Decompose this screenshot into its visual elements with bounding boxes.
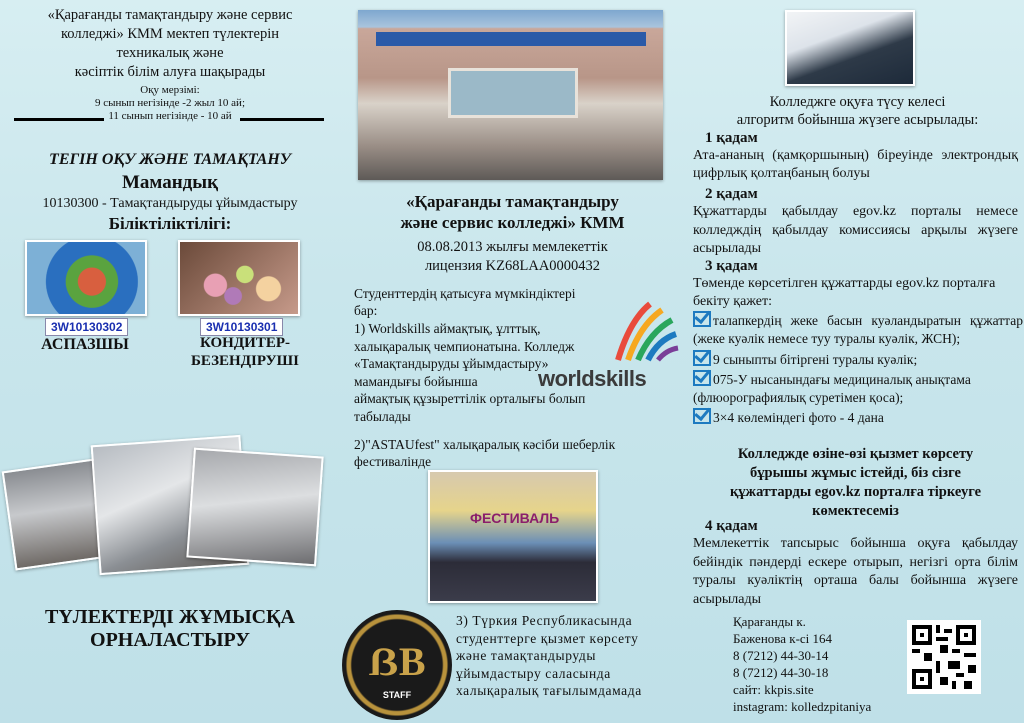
term-block: Оқу мерзімі: 9 сынып негізінде -2 жыл 10 ай; 11 сынып негізінде - 10 ай <box>94 84 245 122</box>
checkmark-icon <box>693 350 711 366</box>
checkmark-icon <box>693 370 711 386</box>
documents-list <box>693 311 1023 427</box>
building-entrance <box>448 68 578 118</box>
worldskills-logo-icon <box>610 300 680 362</box>
qual1-code: 3W10130302 <box>45 318 128 336</box>
document-item: 9 сыныпты бітіргені туралы куәлік; <box>693 350 1023 369</box>
college-name: «Қарағанды тамақтандыру және сервис колледжі» КММ <box>400 192 625 232</box>
self-service-note: Колледжде өзіне-өзі қызмет көрсету бұрышы жұмыс істейді, біз сізге құжаттарды egov.kz порталға тіркеуге көмектесеміз <box>729 446 982 519</box>
divider <box>14 118 104 121</box>
building-sign <box>376 32 646 46</box>
qual-title: Біліктіліктілігі: <box>108 214 232 233</box>
step3-text: Төменде көрсетілген құжаттарды egov.kz порталға бекіту қажет: <box>693 276 996 309</box>
opportunity-1: 1) Worldskills аймақтық, ұлттық, халықаралық чемпионатына. Колледж «Тамақтандыруды ұйымдастыру» мамандығы бойынша аймақтық құзыреттілік орталығы болып табылады <box>354 321 586 424</box>
step1-title: 1 қадам <box>705 130 758 146</box>
middle-panel <box>340 0 685 723</box>
qual1-name: АСПАЗШЫ <box>41 336 129 353</box>
college-building-photo <box>358 10 663 180</box>
intro-text: «Қарағанды тамақтандыру және сервис колледжі» КММ мектеп түлектерін техникалық және кәсіптік білім алуға шақырады <box>47 7 293 80</box>
spec-value: 10130300 - Тамақтандыруды ұйымдастыру <box>42 196 298 211</box>
opportunity-2: 2)"ASTAUfest" халықаралық кәсіби шеберлік фестивалінде <box>354 437 616 469</box>
qr-code-icon[interactable] <box>907 620 981 694</box>
right-panel <box>685 0 1024 723</box>
kitchen-photo <box>186 448 323 567</box>
contacts: Қарағанды к. Баженова к-сі 164 8 (7212) 44-30-14 8 (7212) 44-30-18 сайт: kkpis.site instagram: kolledzpitaniya <box>733 614 872 714</box>
step2-text: Құжаттарды қабылдау egov.kz порталы немесе колледждің қабылдау комиссиясы арқылы жүзеге асырылады <box>693 204 1018 256</box>
salad-photo <box>25 240 147 316</box>
step3-title: 3 қадам <box>705 258 758 274</box>
algorithm-intro: Колледжге оқуға түсу келесі алгоритм бойынша жүзеге асырылады: <box>736 94 979 128</box>
macarons-photo <box>178 240 300 316</box>
opportunity-3: 3) Түркия Республикасында студенттерге қызмет көрсету және тамақтандыруды ұйымдастыру саласында халықаралық тағылымдамада <box>456 613 642 698</box>
checkmark-icon <box>693 311 711 327</box>
worldskills-wordmark: worldskills <box>538 366 647 391</box>
spec-title: Мамандық <box>121 172 219 193</box>
step2-title: 2 қадам <box>705 186 758 202</box>
qual2-name: КОНДИТЕР- БЕЗЕНДІРУШІ <box>191 335 299 369</box>
free-title: ТЕГІН ОҚУ ЖӘНЕ ТАМАҚТАНУ <box>49 151 291 168</box>
employment-title: ТҮЛЕКТЕРДІ ЖҰМЫСҚА ОРНАЛАСТЫРУ <box>45 606 295 651</box>
step4-text: Мемлекеттік тапсырыс бойынша оқуға қабылдау бейіндік пәндерді ескере отырып, негізгі орта білім туралы куәліктің орташа балы бойынша жүзеге асырылады <box>693 536 1018 607</box>
divider <box>240 118 324 121</box>
opportunities-intro: Студенттердің қатысуға мүмкіндіктері бар: <box>354 286 576 318</box>
qual2-code: 3W10130301 <box>200 318 283 336</box>
license-text: 08.08.2013 жылғы мемлекеттік лицензия KZ68LAA0000432 <box>417 239 608 274</box>
festival-photo <box>428 470 598 603</box>
step1-text: Ата-ананың (қамқоршының) біреуінде электрондық цифрлық қолтаңбаның болуы <box>693 148 1018 181</box>
left-panel <box>0 0 340 723</box>
festival-banner: ФЕСТИВАЛЬ <box>470 510 560 526</box>
staff-logo-icon: ẞB STAFF <box>342 610 452 720</box>
document-item: 075-У нысанындағы медициналық анықтама (флюорографиялық суретімен қоса); <box>693 372 971 405</box>
self-service-photo <box>785 10 915 86</box>
step4-title: 4 қадам <box>705 518 758 534</box>
checkmark-icon <box>693 408 711 424</box>
staff-logo-text: STAFF <box>382 690 412 700</box>
document-item: талапкердің жеке басын куәландыратын құжаттар (жеке куәлік немесе туу туралы куәлік, ЖСН); <box>693 313 1023 346</box>
document-item: 3×4 көлеміндегі фото - 4 дана <box>693 408 1023 427</box>
